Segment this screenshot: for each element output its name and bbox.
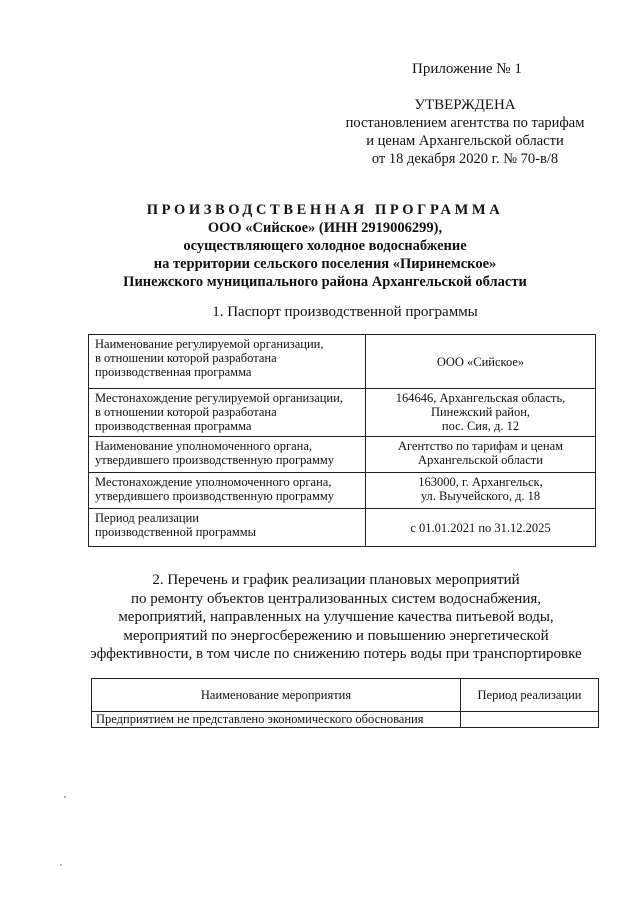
table-row xyxy=(92,712,599,728)
title-line: Пинежского муниципального района Архангельской области xyxy=(123,274,527,290)
passport-value-cell: Агентство по тарифам и ценам Архангельской области xyxy=(366,437,596,473)
table-row xyxy=(89,389,596,437)
section1-heading: 1. Паспорт производственной программы xyxy=(212,304,478,320)
passport-value-cell: 163000, г. Архангельск, ул. Выучейского, д. 18 xyxy=(366,473,596,509)
title-line: на территории сельского поселения «Пиринемское» xyxy=(153,256,497,272)
passport-label-cell: Наименование регулируемой организации, в отношении которой разработана производственная программа xyxy=(89,335,366,389)
document-title xyxy=(60,201,590,291)
table-row xyxy=(89,473,596,509)
period-cell xyxy=(461,712,599,728)
organization-name: ООО «Сийское» (ИНН 2919006299), xyxy=(207,220,443,236)
scan-speck xyxy=(60,864,62,866)
approval-line: и ценам Архангельской области xyxy=(366,133,564,149)
measures-table xyxy=(91,678,599,728)
title-line: осуществляющего холодное водоснабжение xyxy=(183,238,467,254)
column-header-measure: Наименование мероприятия xyxy=(92,679,461,712)
column-header-period: Период реализации xyxy=(461,679,599,712)
scan-speck xyxy=(64,796,66,798)
passport-label-cell: Местонахождение уполномоченного органа, утвердившего производственную программу xyxy=(89,473,366,509)
table-row xyxy=(89,437,596,473)
appendix-label: Приложение № 1 xyxy=(412,61,522,77)
approval-line: от 18 декабря 2020 г. № 70-в/8 xyxy=(371,151,559,167)
passport-value-cell: 164646, Архангельская область, Пинежский район, пос. Сия, д. 12 xyxy=(366,389,596,437)
section2-heading: 2. Перечень и график реализации плановых мероприятий по ремонту объектов централизованных систем водоснабжения, мероприятий, направленных на улучшение качества питьевой воды, мероприятий по энергосбережению и повышению энергетической эффективности, в том числе по снижению потерь воды при транспортировке xyxy=(90,572,582,662)
passport-label-cell: Период реализации производственной программы xyxy=(89,509,366,547)
passport-label-cell: Наименование уполномоченного органа, утвердившего производственную программу xyxy=(89,437,366,473)
table-header-row xyxy=(92,679,599,712)
passport-value-cell: с 01.01.2021 по 31.12.2025 xyxy=(366,509,596,547)
program-title: ПРОИЗВОДСТВЕННАЯ ПРОГРАММА xyxy=(146,202,504,218)
approved-word: УТВЕРЖДЕНА xyxy=(414,97,516,113)
passport-label-cell: Местонахождение регулируемой организации, в отношении которой разработана производственная программа xyxy=(89,389,366,437)
approval-block xyxy=(340,96,590,168)
passport-value-cell: ООО «Сийское» xyxy=(366,335,596,389)
table-row xyxy=(89,335,596,389)
passport-table xyxy=(88,334,596,547)
approval-line: постановлением агентства по тарифам xyxy=(345,115,585,131)
table-row xyxy=(89,509,596,547)
measure-cell: Предприятием не представлено экономического обоснования xyxy=(92,712,461,728)
